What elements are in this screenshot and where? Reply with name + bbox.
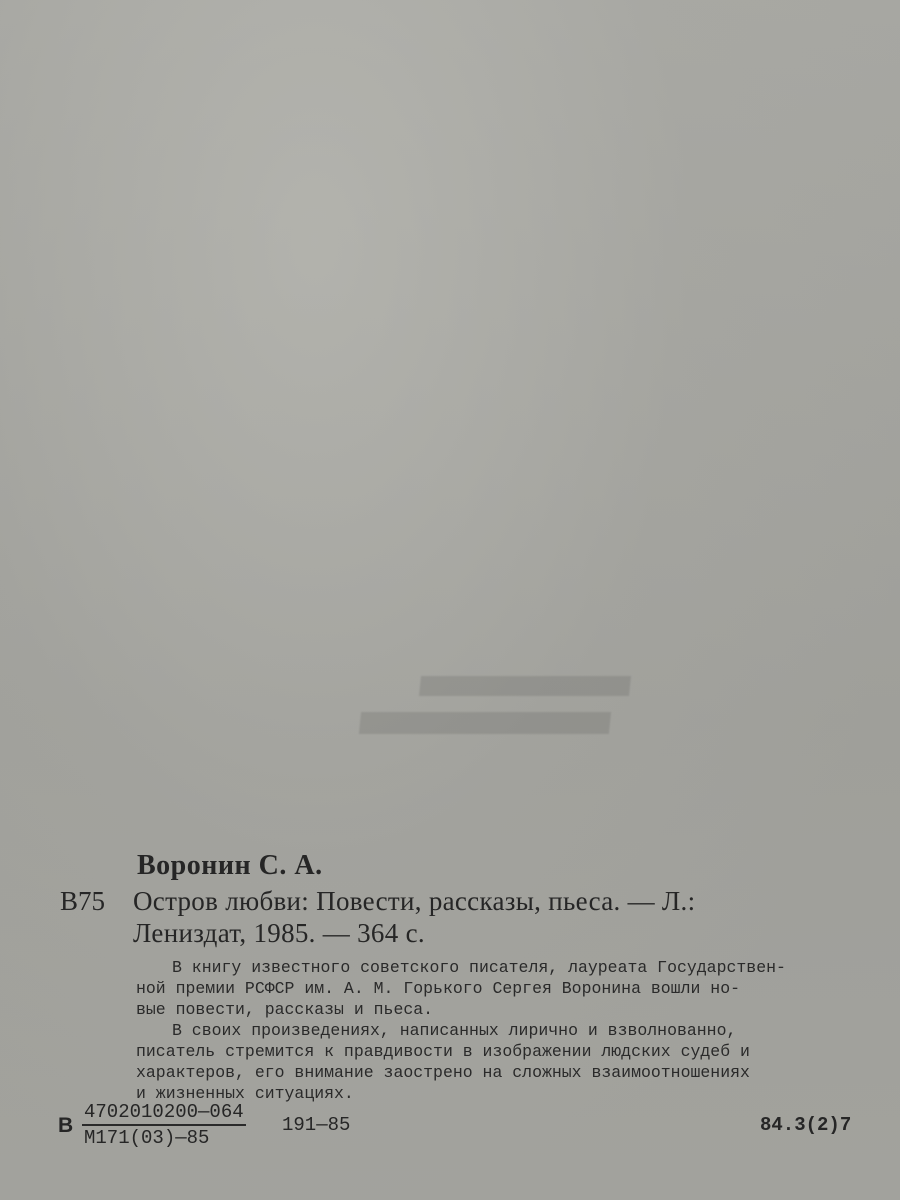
bleed-through-line <box>419 676 631 696</box>
bbk-code: 84.3(2)7 <box>760 1114 852 1136</box>
fraction-denominator: М171(03)—85 <box>84 1127 210 1149</box>
annotation-line: В своих произведениях, написанных лирично и взволнованно, <box>172 1021 737 1040</box>
annotation-line: ной премии РСФСР им. А. М. Горького Сергея Воронина вошли но- <box>136 979 740 998</box>
annotation-line: вые повести, рассказы и пьеса. <box>136 1000 434 1019</box>
annotation <box>136 957 866 1104</box>
title-line-1: Остров любви: Повести, рассказы, пьеса. — Л.: <box>133 886 696 916</box>
annotation-line: и жизненных ситуациях. <box>136 1084 354 1103</box>
catalog-letter: В <box>58 1114 74 1137</box>
author-name: Воронин С. А. <box>137 850 323 881</box>
order-number: 191—85 <box>282 1114 351 1136</box>
bleed-through-text <box>340 676 640 746</box>
title-line-2: Лениздат, 1985. — 364 с. <box>133 918 425 948</box>
annotation-line: характеров, его внимание заострено на сложных взаимоотношениях <box>136 1063 750 1082</box>
annotation-line: писатель стремится к правдивости в изображении людских судеб и <box>136 1042 750 1061</box>
bleed-through-line <box>359 712 611 734</box>
catalog-fraction <box>82 1100 246 1150</box>
fraction-numerator: 4702010200—064 <box>82 1100 246 1126</box>
annotation-line: В книгу известного советского писателя, лауреата Государствен- <box>172 958 786 977</box>
author-sign-code: В75 <box>60 886 106 916</box>
